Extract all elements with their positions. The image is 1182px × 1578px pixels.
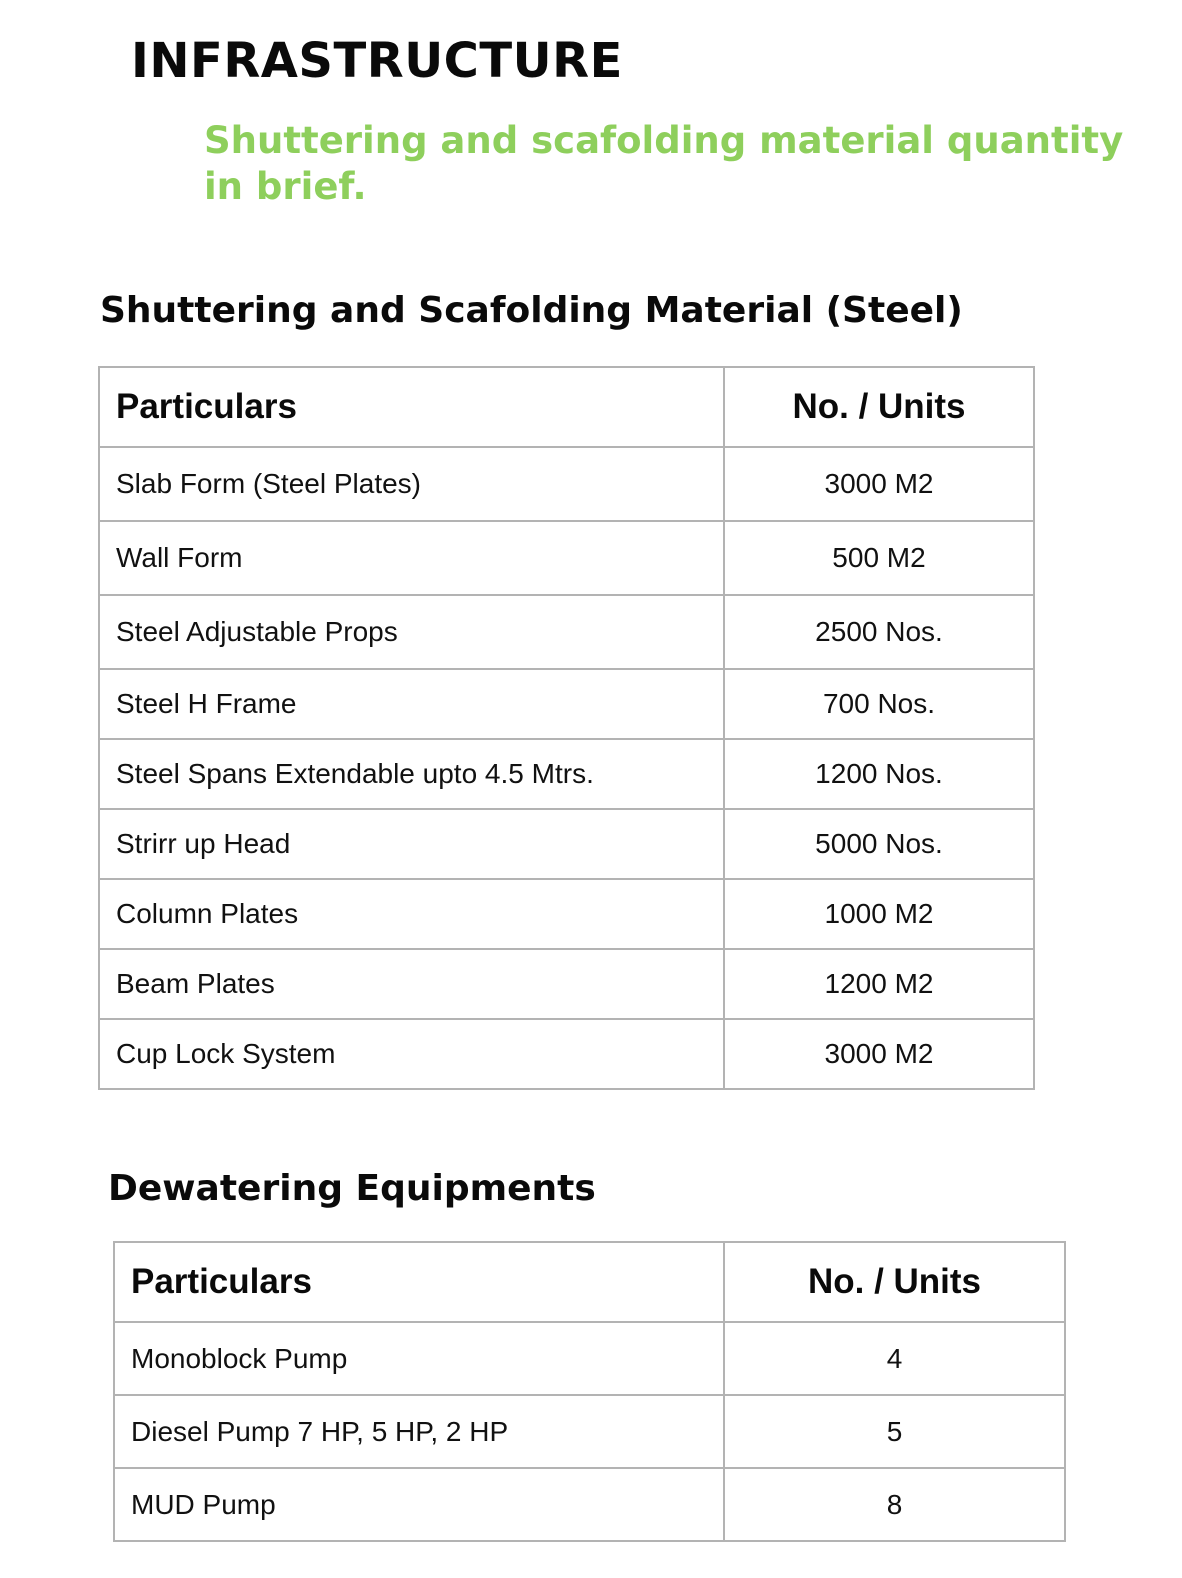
units-cell: 1200 M2 — [724, 949, 1034, 1019]
table-row — [99, 739, 1034, 809]
steel-section-heading: Shuttering and Scafolding Material (Steel) — [100, 290, 963, 331]
particulars-cell: Strirr up Head — [99, 809, 724, 879]
units-cell: 1200 Nos. — [724, 739, 1034, 809]
table-row — [114, 1468, 1065, 1541]
column-header-particulars: Particulars — [99, 367, 724, 447]
units-cell: 3000 M2 — [724, 1019, 1034, 1089]
column-header-particulars: Particulars — [114, 1242, 724, 1322]
steel-material-table — [98, 366, 1035, 1090]
table-row — [99, 595, 1034, 669]
table-row — [99, 447, 1034, 521]
table-row — [99, 669, 1034, 739]
table-row — [99, 521, 1034, 595]
units-cell: 1000 M2 — [724, 879, 1034, 949]
units-cell: 3000 M2 — [724, 447, 1034, 521]
dewatering-equipment-table — [113, 1241, 1066, 1542]
units-cell: 8 — [724, 1468, 1065, 1541]
units-cell: 2500 Nos. — [724, 595, 1034, 669]
page-title: INFRASTRUCTURE — [131, 33, 623, 89]
particulars-cell: Beam Plates — [99, 949, 724, 1019]
dewatering-section-heading: Dewatering Equipments — [108, 1168, 596, 1209]
particulars-cell: Steel Spans Extendable upto 4.5 Mtrs. — [99, 739, 724, 809]
table-row — [99, 949, 1034, 1019]
units-cell: 700 Nos. — [724, 669, 1034, 739]
units-cell: 5 — [724, 1395, 1065, 1468]
units-cell: 5000 Nos. — [724, 809, 1034, 879]
particulars-cell: Steel H Frame — [99, 669, 724, 739]
particulars-cell: Diesel Pump 7 HP, 5 HP, 2 HP — [114, 1395, 724, 1468]
particulars-cell: Steel Adjustable Props — [99, 595, 724, 669]
table-row — [114, 1322, 1065, 1395]
table-header-row — [114, 1242, 1065, 1322]
column-header-units: No. / Units — [724, 1242, 1065, 1322]
particulars-cell: Wall Form — [99, 521, 724, 595]
table-row — [99, 1019, 1034, 1089]
units-cell: 4 — [724, 1322, 1065, 1395]
particulars-cell: Column Plates — [99, 879, 724, 949]
table-header-row — [99, 367, 1034, 447]
units-cell: 500 M2 — [724, 521, 1034, 595]
page-subtitle: Shuttering and scafolding material quantity in brief. — [204, 119, 1124, 208]
table-row — [99, 879, 1034, 949]
table-row — [114, 1395, 1065, 1468]
table-row — [99, 809, 1034, 879]
particulars-cell: Monoblock Pump — [114, 1322, 724, 1395]
particulars-cell: Slab Form (Steel Plates) — [99, 447, 724, 521]
column-header-units: No. / Units — [724, 367, 1034, 447]
particulars-cell: Cup Lock System — [99, 1019, 724, 1089]
particulars-cell: MUD Pump — [114, 1468, 724, 1541]
